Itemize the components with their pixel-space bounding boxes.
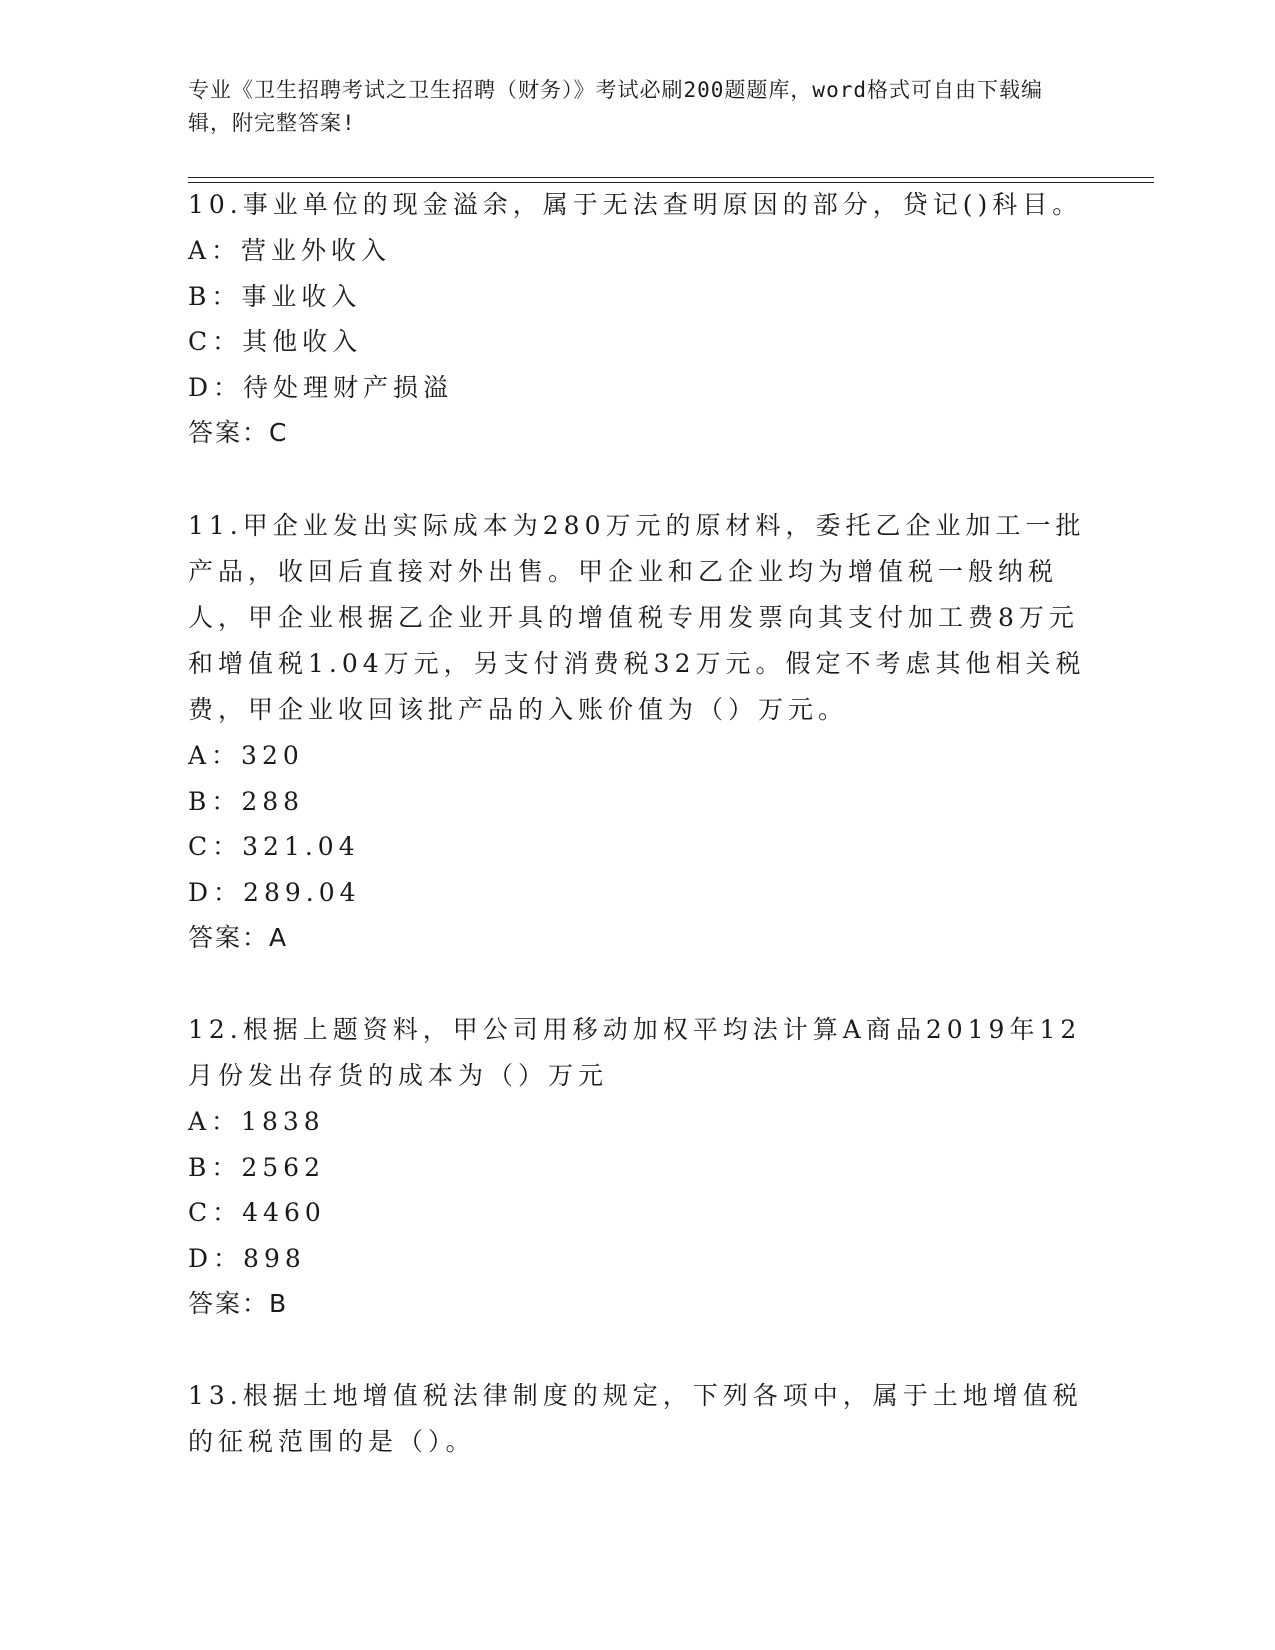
question-stem: 12.根据上题资料，甲公司用移动加权平均法计算A商品2019年12月份发出存货的成本为（）万元 xyxy=(188,1015,1082,1090)
option-b: B：事业收入 xyxy=(188,281,362,311)
question-stem: 13.根据土地增值税法律制度的规定，下列各项中，属于土地增值税的征税范围的是（）。 xyxy=(188,1381,1083,1456)
option-d: D：待处理财产损溢 xyxy=(188,372,454,402)
header-divider-top xyxy=(188,177,1154,178)
question-13 xyxy=(188,1373,1088,1465)
answer-line: 答案：A xyxy=(188,923,289,952)
answer-line: 答案：C xyxy=(188,418,289,447)
option-c: C：其他收入 xyxy=(188,327,363,356)
document-header: 专业《卫生招聘考试之卫生招聘（财务）》考试必刷200题题库，word格式可自由下载编辑，附完整答案! xyxy=(188,78,1043,135)
option-b: B：2562 xyxy=(188,1152,325,1182)
question-stem: 11.甲企业发出实际成本为280万元的原材料，委托乙企业加工一批产品，收回后直接对外出售。甲企业和乙企业均为增值税一般纳税人，甲企业根据乙企业开具的增值税专用发票向其支付加工费8万元和增值税1.04万元，另支付消费税32万元。假定不考虑其他相关税费，甲企业收回该批产品的入账价值为（）万元。 xyxy=(188,511,1086,724)
question-stem: 10.事业单位的现金溢余，属于无法查明原因的部分，贷记()科目。 xyxy=(188,190,1083,219)
answer-line: 答案：B xyxy=(188,1289,289,1318)
option-d: D：289.04 xyxy=(188,877,361,907)
option-d: D：898 xyxy=(188,1243,306,1273)
question-10 xyxy=(188,182,1088,456)
option-c: C：4460 xyxy=(188,1198,326,1227)
option-a: A：营业外收入 xyxy=(188,236,392,265)
option-a: A：1838 xyxy=(188,1107,325,1136)
question-11 xyxy=(188,503,1088,961)
option-c: C：321.04 xyxy=(188,832,360,861)
option-b: B：288 xyxy=(188,786,305,816)
question-12 xyxy=(188,1007,1088,1327)
option-a: A：320 xyxy=(188,741,304,770)
